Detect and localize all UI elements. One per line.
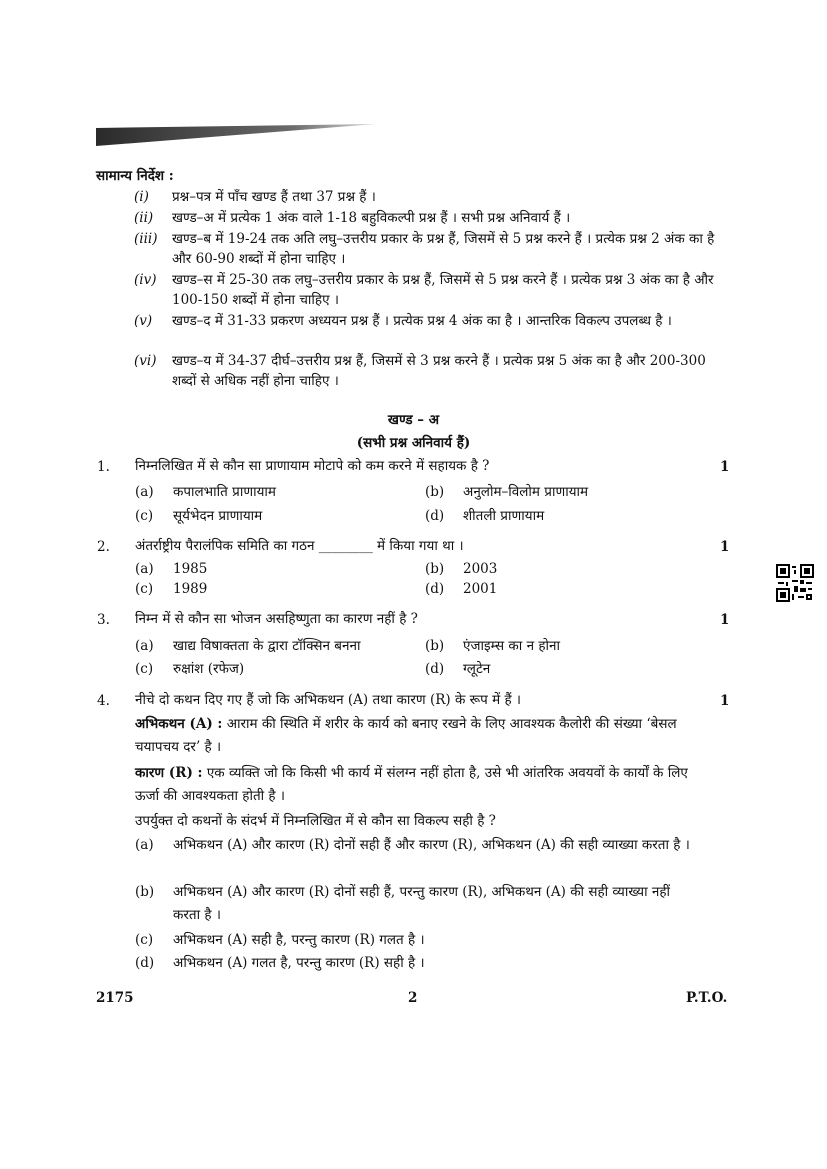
option: (d) अभिकथन (A) गलत है, परन्तु कारण (R) सही है । bbox=[135, 955, 425, 971]
instruction-item: (vi) खण्ड–य में 34-37 दीर्घ–उत्तरीय प्रश्न हैं, जिसमें से 3 प्रश्न करने हैं । प्रत्येक प्रश्न 5 अंक का है और 200-300 शब्दों से अधिक नहीं होना चाहिए । bbox=[134, 353, 706, 389]
paper-code: 2175 bbox=[96, 990, 134, 1006]
reason-text: एक व्यक्ति जो कि किसी भी कार्य में संलग्न नहीं होता है, उसे भी आंतरिक अवयवों के कार्यों के लिए ऊर्जा की आवश्यकता होती है । bbox=[135, 765, 688, 804]
instruction-item: (ii) खण्ड–अ में प्रत्येक 1 अंक वाले 1-18 बहुविकल्पी प्रश्न हैं । सभी प्रश्न अनिवार्य हैं । bbox=[134, 210, 571, 226]
instruction-item: (i) प्रश्न–पत्र में पाँच खण्ड हैं तथा 37 प्रश्न हैं । bbox=[134, 189, 376, 205]
section-subtitle: (सभी प्रश्न अनिवार्य हैं) bbox=[356, 435, 471, 451]
option: (b) अभिकथन (A) और कारण (R) दोनों सही हैं, परन्तु कारण (R), अभिकथन (A) की सही व्याख्या नहीं करता है । bbox=[135, 884, 671, 923]
section-title: खण्ड – अ bbox=[387, 412, 440, 428]
option: (d) ग्लूटेन bbox=[425, 661, 491, 677]
reason bbox=[135, 762, 700, 808]
question-marks: 1 bbox=[720, 539, 730, 555]
option: (b) अनुलोम–विलोम प्राणायाम bbox=[425, 484, 589, 500]
option: (d) शीतली प्राणायाम bbox=[425, 508, 545, 524]
header-band bbox=[96, 124, 376, 146]
question-number: 3. bbox=[97, 612, 110, 628]
option: (c) 1989 bbox=[135, 581, 208, 597]
instruction-item: (iii) खण्ड–ब में 19-24 तक अति लघु–उत्तरीय प्रकार के प्रश्न हैं, जिसमें से 5 प्रश्न करने हैं । प्रत्येक प्रश्न 2 अंक का है और 60-90 शब्दों में होना चाहिए । bbox=[134, 231, 715, 267]
option: (a) खाद्य विषाक्तता के द्वारा टॉक्सिन बनना bbox=[135, 638, 361, 654]
option: (b) 2003 bbox=[425, 561, 498, 577]
option: (b) एंजाइम्स का न होना bbox=[425, 638, 561, 654]
question-marks: 1 bbox=[720, 693, 730, 709]
instruction-item: (iv) खण्ड–स में 25-30 तक लघु–उत्तरीय प्रकार के प्रश्न हैं, जिसमें से 5 प्रश्न करने हैं । प्रत्येक प्रश्न 3 अंक का है और 100-150 शब्दों में होना चाहिए । bbox=[134, 272, 714, 308]
assertion-text: आराम की स्थिति में शरीर के कार्य को बनाए रखने के लिए आवश्यक कैलोरी की संख्या ‘बेसल चयापचय दर’ है । bbox=[135, 716, 677, 755]
question-text: निम्न में से कौन सा भोजन असहिष्णुता का कारण नहीं है ? bbox=[135, 611, 418, 627]
question-number: 1. bbox=[97, 459, 110, 475]
instruction-item: (v) खण्ड–द में 31-33 प्रकरण अध्ययन प्रश्न हैं । प्रत्येक प्रश्न 4 अंक का है । आन्तरिक विकल्प उपलब्ध है । bbox=[134, 313, 672, 329]
question-number: 4. bbox=[97, 693, 110, 709]
option: (c) रुक्षांश (रफेज) bbox=[135, 661, 245, 677]
option: (a) कपालभाति प्राणायाम bbox=[135, 484, 276, 500]
question-marks: 1 bbox=[720, 612, 730, 628]
question-prompt: उपर्युक्त दो कथनों के संदर्भ में निम्नलिखित में से कौन सा विकल्प सही है ? bbox=[135, 813, 496, 829]
qr-code bbox=[776, 564, 814, 602]
question-text: निम्नलिखित में से कौन सा प्राणायाम मोटापे को कम करने में सहायक है ? bbox=[135, 458, 490, 474]
question-number: 2. bbox=[97, 539, 110, 555]
option: (c) सूर्यभेदन प्राणायाम bbox=[135, 508, 263, 524]
reason-label: कारण (R) : bbox=[135, 765, 203, 781]
page-number: 2 bbox=[408, 990, 418, 1006]
instructions-heading: सामान्य निर्देश : bbox=[96, 168, 174, 184]
assertion-label: अभिकथन (A) : bbox=[135, 716, 223, 732]
option: (a) अभिकथन (A) और कारण (R) दोनों सही हैं और कारण (R), अभिकथन (A) की सही व्याख्या करता है । bbox=[135, 837, 690, 853]
pto-label: P.T.O. bbox=[686, 990, 728, 1006]
option: (c) अभिकथन (A) सही है, परन्तु कारण (R) गलत है । bbox=[135, 932, 425, 948]
assertion bbox=[135, 713, 700, 759]
option: (a) 1985 bbox=[135, 561, 208, 577]
question-marks: 1 bbox=[720, 459, 730, 475]
question-text: नीचे दो कथन दिए गए हैं जो कि अभिकथन (A) तथा कारण (R) के रूप में हैं । bbox=[135, 692, 522, 708]
option: (d) 2001 bbox=[425, 581, 498, 597]
question-text: अंतर्राष्ट्रीय पैरालंपिक समिति का गठन ________ में किया गया था । bbox=[135, 538, 464, 554]
